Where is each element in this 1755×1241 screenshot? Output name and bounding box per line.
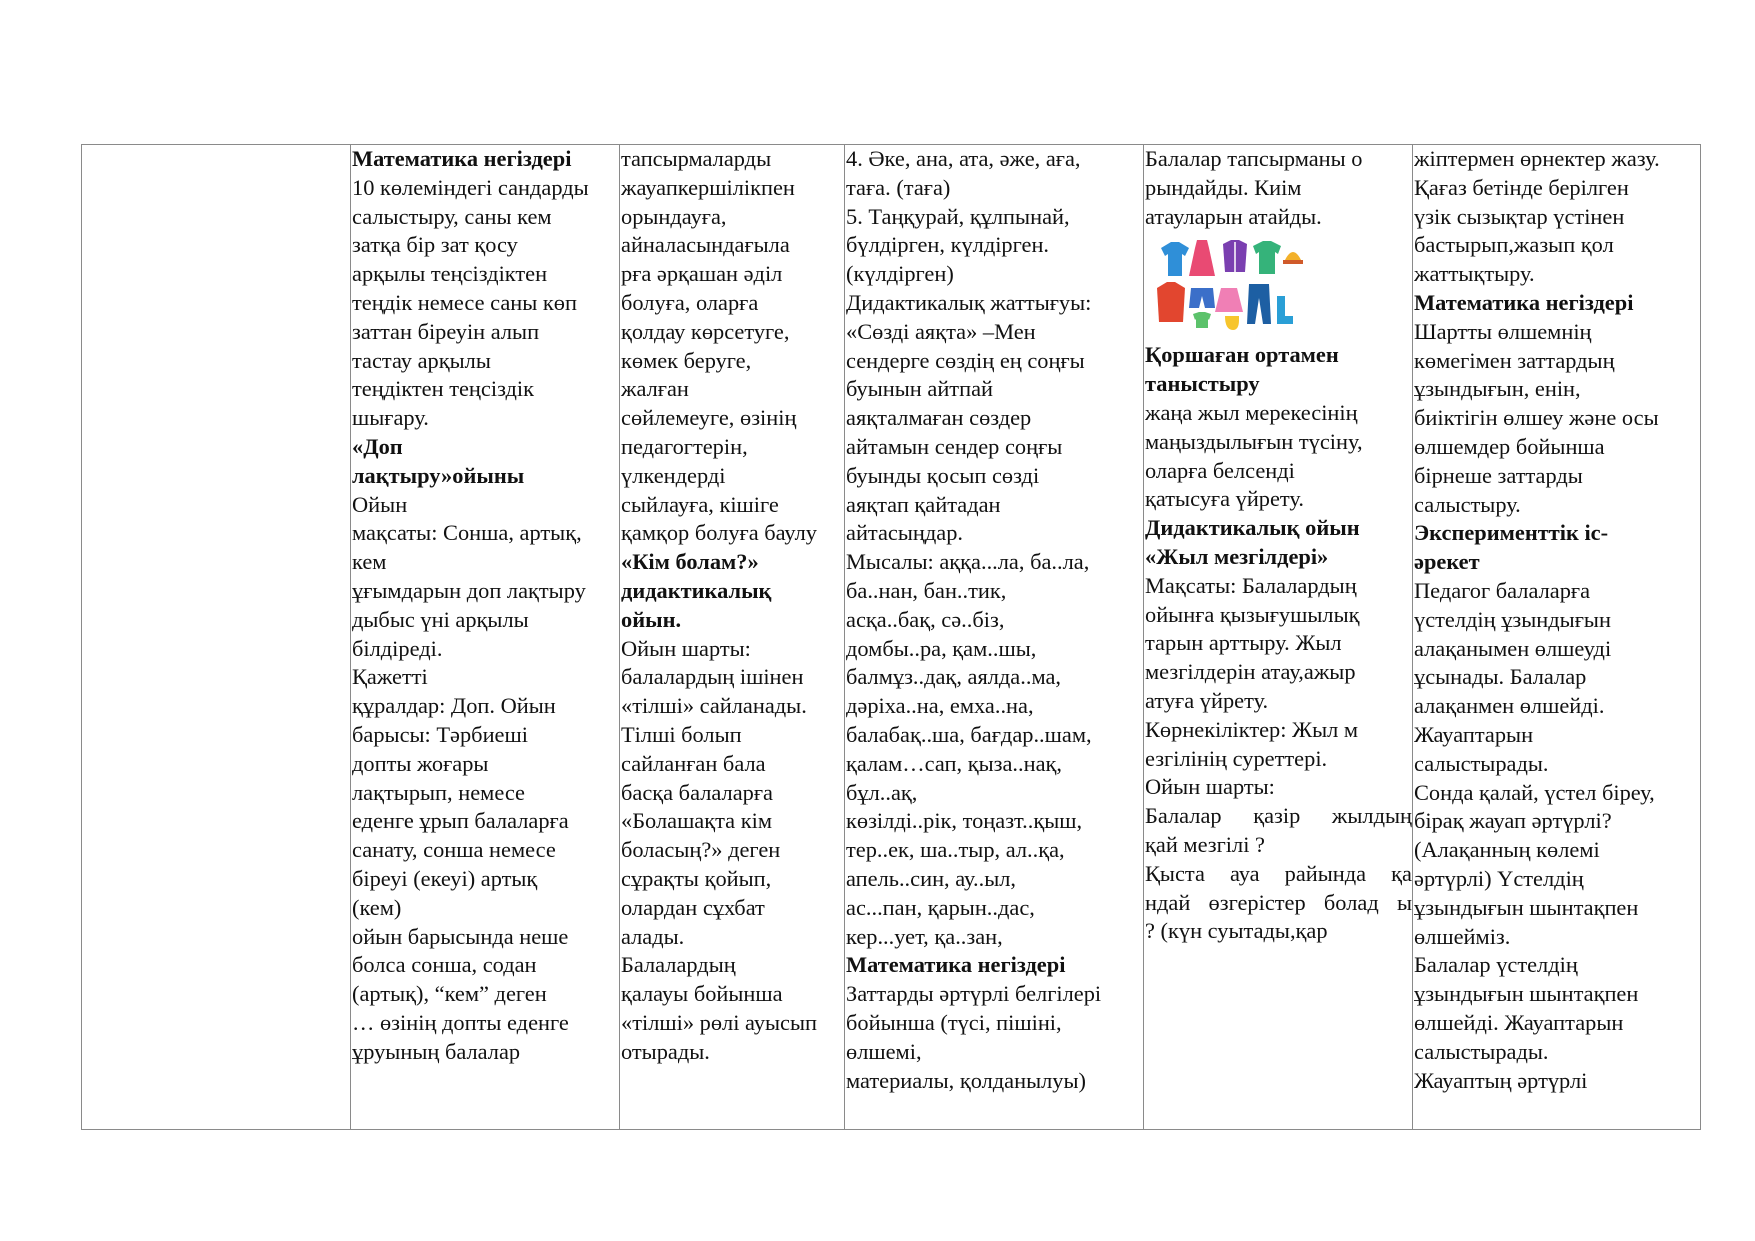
sweater-icon [1253, 241, 1281, 274]
text-line: затқа бір зат қосу [352, 232, 518, 258]
text-line: Балалар үстелдің [1414, 952, 1578, 978]
text-line: педагогтерін, [621, 433, 748, 459]
text-line: теңдіктен теңсіздік [352, 376, 535, 402]
text-line: олардан сұхбат [621, 894, 765, 920]
text-line: тастау арқылы [352, 347, 491, 373]
text-line: Тілші болып [621, 721, 742, 747]
text-line: әртүрлі) Үстелдің [1414, 865, 1584, 891]
text-line: жалған [621, 376, 689, 402]
text-line: құралдар: Доп. Ойын [352, 693, 556, 719]
text-line: басқа балаларға [621, 779, 773, 805]
text-line: көмек беруге, [621, 347, 752, 373]
text-line: балабақ..ша, бағдар..шам, [846, 721, 1092, 747]
text-line: айналасындағыла [621, 232, 790, 258]
text-line: Балалар тапсырманы о [1145, 146, 1363, 171]
text-line: айтасыңдар. [846, 520, 964, 546]
table-cell-math-ball-game [351, 145, 620, 1130]
text-line: қатысуға үйрету. [1145, 486, 1304, 512]
coat-icon [1157, 282, 1185, 322]
text-line: көзілді..рік, тоңазт..қыш, [846, 808, 1083, 834]
text-line: рындайды. Киім [1145, 174, 1302, 200]
text-line: рға әрқашан әділ [621, 261, 783, 287]
text-line: ? (күн суытады,қар [1145, 918, 1328, 944]
text-line: қолдау көрсетуге, [621, 318, 790, 344]
text-line: (кем) [352, 894, 402, 920]
text-line: Педагог балаларға [1414, 577, 1591, 603]
text-line: «тілші» сайланады. [621, 693, 807, 719]
table-cell-empty [82, 145, 351, 1130]
text-line: өлшейміз. [1414, 923, 1511, 949]
text-line: Қоршаған ортамен [1145, 342, 1339, 368]
text-line: тер..ек, ша..тыр, ал..қа, [846, 837, 1065, 863]
text-line: барысы: Тәрбиеші [352, 721, 528, 747]
text-line: білдіреді. [352, 635, 443, 661]
text-line: «Доп [352, 433, 403, 459]
text-line: «Жыл мезгілдері» [1145, 543, 1329, 569]
clothes-illustration-icon [1153, 236, 1303, 331]
text-line: тарын арттыру. Жыл [1145, 630, 1342, 656]
text-line: Ойын шарты: [621, 635, 751, 661]
text-line: Қажетті [352, 664, 428, 690]
text-line: үстелдің ұзындығын [1414, 606, 1611, 632]
text-line: мақсаты: Сонша, артық, [352, 520, 582, 546]
text-line: жаттықтыру. [1414, 261, 1535, 287]
text-line: Балалардың [621, 952, 736, 978]
text-line: таныстыру [1145, 371, 1260, 397]
text-line: бірақ жауап әртүрлі? [1414, 808, 1612, 834]
text-line: аяқталмаған сөздер [846, 405, 1032, 431]
table-cell-seasons-game [1144, 145, 1413, 1130]
text-line: Көрнекіліктер: Жыл м [1145, 716, 1359, 742]
text-line: сұрақты қойып, [621, 865, 772, 891]
text-line: ндай өзгерістер болад ы [1145, 889, 1412, 915]
text-line: ойынға қызығушылық [1145, 601, 1360, 627]
text-line: лақтырып, немесе [352, 779, 525, 805]
boots-icon [1277, 296, 1293, 324]
text-line: балмұз..дақ, аялда..ма, [846, 664, 1061, 690]
text-line: Математика негіздері [846, 952, 1066, 978]
text-line: «тілші» рөлі ауысып [621, 1009, 818, 1035]
text-line: 10 көлеміндегі сандарды [352, 174, 589, 200]
text-line: 4. Әке, ана, ата, әже, аға, [846, 146, 1081, 171]
text-line: Математика негіздері [1414, 289, 1634, 315]
text-line: ойын барысында неше [352, 923, 569, 949]
text-line: кер...ует, қа..зан, [846, 923, 1003, 949]
text-line: қамқор болуға баулу [621, 520, 818, 546]
text-line: ұғымдарын доп лақтыру [352, 577, 586, 603]
text-line: болуға, оларға [621, 289, 759, 315]
text-line: ұсынады. Балалар [1414, 664, 1587, 690]
jacket-icon [1223, 240, 1247, 272]
text-line: отырады. [621, 1038, 710, 1064]
text-line: салыстырады. [1414, 750, 1549, 776]
text-line: қалауы бойынша [621, 981, 783, 1007]
text-line: домбы..ра, қам..шы, [846, 635, 1037, 661]
text-line: дәріха..на, емха..на, [846, 693, 1034, 719]
text-line: шығару. [352, 405, 429, 431]
tshirt-icon [1193, 312, 1211, 328]
text-line: көмегімен заттардың [1414, 347, 1615, 373]
text-line: сайланған бала [621, 750, 766, 776]
text-line: айтамын сендер соңғы [846, 433, 1063, 459]
text-line: алақанымен өлшеуді [1414, 635, 1612, 661]
text-line: таға. (таға) [846, 174, 951, 200]
text-line: орындауға, [621, 203, 727, 229]
text-line: боласың?» деген [621, 837, 781, 863]
text-line: «Сөзді аяқта» –Мен [846, 318, 1036, 344]
text-line: «Кім болам?» [621, 549, 759, 575]
text-line: Мысалы: аққа...ла, ба..ла, [846, 549, 1090, 575]
text-line: Жауаптың әртүрлі [1414, 1067, 1588, 1093]
text-line: Балалар қазір жылдың [1145, 803, 1412, 829]
text-line: Сонда қалай, үстел біреу, [1414, 779, 1655, 805]
dress-icon [1189, 240, 1215, 276]
text-line: өлшемі, [846, 1038, 922, 1064]
text-line: «Болашақта кім [621, 808, 772, 834]
text-line: атауларын атайды. [1145, 203, 1322, 229]
text-line: балалардың ішінен [621, 664, 804, 690]
skirt-icon [1215, 288, 1243, 312]
text-line: Қыста ауа райында қа [1145, 860, 1412, 886]
text-line: Эксперименттік іс- [1414, 520, 1609, 546]
text-line: мезгілдерін атау,ажыр [1145, 659, 1356, 685]
text-line: 5. Таңқурай, құлпынай, [846, 203, 1070, 229]
text-line: … өзінің допты еденге [352, 1009, 569, 1035]
text-line: (күлдірген) [846, 261, 954, 287]
text-line: ас...пан, қарын..дас, [846, 894, 1035, 920]
text-line: ұзындығын шынтақпен [1414, 981, 1639, 1007]
text-line: ба..нан, бан..тик, [846, 577, 1007, 603]
text-line: салыстыру. [1414, 491, 1521, 517]
text-line: бойынша (түсі, пішіні, [846, 1009, 1062, 1035]
text-line: оларға белсенді [1145, 457, 1295, 483]
table-cell-measurement-experiment [1413, 145, 1701, 1130]
text-line: теңдік немесе саны көп [352, 289, 577, 315]
text-line: асқа..бақ, сә..біз, [846, 606, 1005, 632]
text-line: Дидактикалық ойын [1145, 515, 1360, 541]
text-line: бұл..ақ, [846, 779, 918, 805]
text-line: ұзындығын шынтақпен [1414, 894, 1639, 920]
text-line: Математика негіздері [352, 146, 572, 171]
text-line: бірнеше заттарды [1414, 462, 1583, 488]
text-line: өлшейді. Жауаптарын [1414, 1009, 1624, 1035]
text-line: ұзындығын, енін, [1414, 376, 1581, 402]
text-line: ұруының балалар [352, 1038, 521, 1064]
text-line: үзік сызықтар үстінен [1414, 203, 1625, 229]
text-line: сыйлауға, кішіге [621, 491, 779, 517]
text-line: ойын. [621, 606, 682, 632]
text-line: буынды қосып сөзді [846, 462, 1040, 488]
text-line: заттан біреуін алып [352, 318, 540, 344]
text-line: алақанмен өлшейді. [1414, 693, 1605, 719]
text-line: материалы, қолданылуы) [846, 1067, 1086, 1093]
table-cell-who-will-i-be-game [620, 145, 845, 1130]
text-line: аяқтап қайтадан [846, 491, 1001, 517]
text-line: лақтыру»ойыны [352, 462, 525, 488]
pants-icon [1247, 284, 1271, 324]
text-line: тапсырмаларды [621, 146, 772, 171]
text-line: үлкендерді [621, 462, 726, 488]
text-line: жауапкершілікпен [621, 174, 795, 200]
text-line: алады. [621, 923, 685, 949]
text-line: Ойын [352, 491, 408, 517]
text-line: Қағаз бетінде берілген [1414, 174, 1629, 200]
text-line: болса сонша, содан [352, 952, 537, 978]
mitten-icon [1225, 316, 1239, 330]
text-line: Дидактикалық жаттығуы: [846, 289, 1092, 315]
text-line: Жауаптарын [1414, 721, 1534, 747]
text-line: маңыздылығын түсіну, [1145, 428, 1363, 454]
text-line: қалам…сап, қыза..нақ, [846, 750, 1063, 776]
text-line: допты жоғары [352, 750, 489, 776]
table-row [82, 145, 1701, 1130]
text-line: апель..син, ау..ыл, [846, 865, 1017, 891]
text-line: дидактикалық [621, 577, 772, 603]
text-line: дыбыс үні арқылы [352, 606, 529, 632]
text-line: Шартты өлшемнің [1414, 318, 1592, 344]
text-line: Заттарды әртүрлі белгілері [846, 981, 1102, 1007]
text-line: біреуі (екеуі) артық [352, 865, 538, 891]
hat-icon [1283, 252, 1303, 264]
text-line: Ойын шарты: [1145, 774, 1275, 800]
text-line: Мақсаты: Балалардың [1145, 572, 1357, 598]
text-line: бүлдірген, күлдірген. [846, 232, 1050, 258]
table-cell-finish-the-word [845, 145, 1144, 1130]
text-line: салыстыру, саны кем [352, 203, 552, 229]
text-line: бастырып,жазып қол [1414, 232, 1614, 258]
text-line: (артық), “кем” деген [352, 981, 547, 1007]
text-line: атуға үйрету. [1145, 687, 1269, 713]
text-line: санату, сонша немесе [352, 837, 556, 863]
text-line: сендерге сөздің ең соңғы [846, 347, 1085, 373]
text-line: әрекет [1414, 549, 1480, 575]
text-line: кем [352, 549, 387, 575]
text-line: еденге ұрып балаларға [352, 808, 569, 834]
text-line: қай мезгілі ? [1145, 831, 1265, 857]
text-line: езгілінің суреттері. [1145, 745, 1328, 771]
text-line: биіктігін өлшеу және осы [1414, 405, 1659, 431]
shirt-icon [1161, 242, 1189, 276]
text-line: буынын айтпай [846, 376, 993, 402]
shorts-icon [1189, 288, 1215, 308]
text-line: салыстырады. [1414, 1038, 1549, 1064]
text-line: жіптермен өрнектер жазу. [1414, 146, 1660, 171]
text-line: жаңа жыл мерекесінің [1145, 399, 1358, 425]
text-line: арқылы теңсіздіктен [352, 261, 548, 287]
text-line: (Алақанның көлемі [1414, 837, 1600, 863]
text-line: сөйлемеуге, өзінің [621, 405, 797, 431]
lesson-plan-table [81, 144, 1701, 1130]
text-line: өлшемдер бойынша [1414, 433, 1605, 459]
